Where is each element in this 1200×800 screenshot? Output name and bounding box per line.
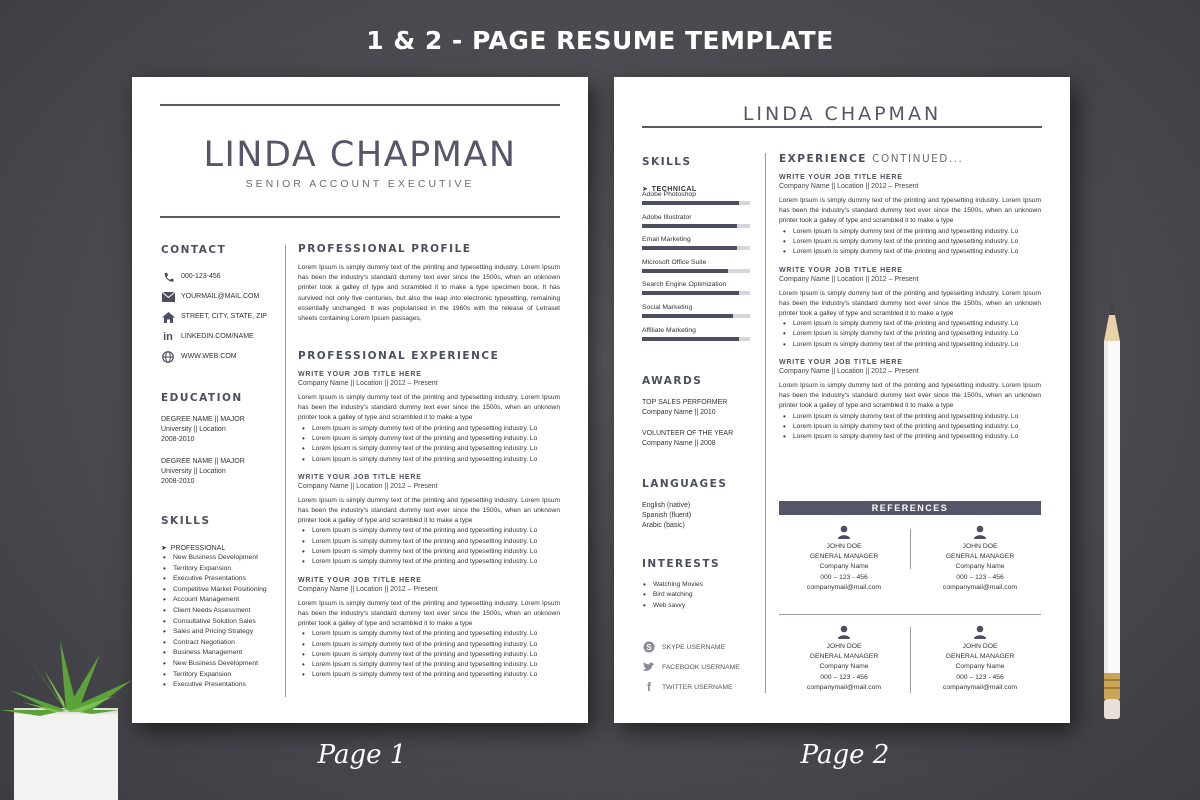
- job-bullets: [779, 227, 1041, 258]
- skills-sub-label: PROFESSIONAL: [170, 545, 226, 552]
- reference-card: [915, 525, 1045, 593]
- skill-bar: [642, 201, 750, 205]
- award-title: VOLUNTEER OF THE YEAR: [642, 430, 734, 437]
- reference-email: companymail@mail.com: [806, 683, 882, 691]
- education-entry: [161, 457, 281, 487]
- skills-heading: SKILLS: [161, 515, 211, 527]
- page-1-caption: Page 1: [317, 740, 407, 770]
- profile-text: Lorem Ipsum is simply dummy text of the printing and typesetting industry. Lorem Ipsum has been the industry's standard dummy text ever since the 1500s, when an unknown printer took a galley of type and scrambled it to make a type specimen book. It has survived not only five centuries, but also the leap into electronic typesetting, remaining essentially unchanged. It was popularised in the 1960s with the release of Letraset sheets containing Lorem Ipsum passages,: [298, 264, 560, 323]
- reference-role: GENERAL MANAGER: [809, 653, 879, 661]
- mail-icon: [161, 291, 175, 303]
- reference-card: [915, 625, 1045, 693]
- language-item: Spanish (fluent): [642, 512, 692, 519]
- job-description: Lorem Ipsum is simply dummy text of the printing and typesetting industry. Lorem Ipsum has been the industry's standard dummy text ever since the 1500s, when an unknown printer took a galley of type and scrambled it to make a type: [779, 197, 1041, 225]
- skills-heading: SKILLS: [642, 156, 692, 168]
- contact-text: STREET, CITY, STATE, ZIP: [181, 313, 267, 320]
- years: 2008-2010: [161, 478, 195, 485]
- degree: DEGREE NAME || MAJOR: [161, 458, 245, 465]
- skill-label: Social Marketing: [642, 303, 693, 311]
- references-divider-v: [910, 529, 911, 569]
- skill-bar-fill: [642, 314, 733, 318]
- job-bullet: • Lorem Ipsum is simply dummy text of the printing and typesetting industry. Lo: [779, 329, 1041, 339]
- reference-name: JOHN DOE: [826, 643, 862, 650]
- skill-item: • Business Management: [159, 648, 284, 659]
- social-text: FACEBOOK USERNAME: [662, 663, 740, 671]
- languages-heading: LANGUAGES: [642, 478, 728, 490]
- education-entry: [161, 415, 281, 445]
- school: University || Location: [161, 426, 226, 433]
- resume-subtitle: SENIOR ACCOUNT EXECUTIVE: [245, 178, 475, 190]
- skill-row: [642, 214, 754, 237]
- job-bullet: • Lorem Ipsum is simply dummy text of the printing and typesetting industry. Lo: [298, 537, 560, 547]
- skills-sub-label: TECHNICAL: [651, 186, 697, 193]
- job-bullets: [298, 526, 560, 567]
- contact-linkedin: [161, 327, 285, 347]
- contact-text: LINKEDIN.COM/NAME: [181, 333, 254, 340]
- skill-bar: [642, 291, 750, 295]
- svg-text:S: S: [646, 643, 652, 652]
- reference-card: [779, 625, 909, 693]
- award-title: TOP SALES PERFORMER: [642, 399, 728, 406]
- top-rule: [160, 104, 560, 106]
- job-company: Company Name || Location || 2012 – Present: [779, 368, 919, 375]
- skill-label: Microsoft Office Suite: [642, 258, 707, 266]
- job-entry: [298, 371, 560, 465]
- reference-phone: 000 – 123 - 456: [956, 673, 1004, 681]
- twitter-icon: [642, 661, 656, 673]
- social-facebook: [642, 657, 762, 677]
- skill-item: • Executive Presentations: [159, 574, 284, 585]
- contact-address: [161, 307, 285, 327]
- reference-email: companymail@mail.com: [806, 583, 882, 591]
- arrow-icon: ➤: [642, 186, 652, 193]
- interest-item: • Bird watching: [639, 590, 759, 600]
- reference-role: GENERAL MANAGER: [945, 553, 1015, 561]
- resume-page-2: [614, 77, 1070, 723]
- job-bullet: • Lorem Ipsum is simply dummy text of the printing and typesetting industry. Lo: [779, 227, 1041, 237]
- job-bullet: • Lorem Ipsum is simply dummy text of the printing and typesetting industry. Lo: [298, 660, 560, 670]
- pencil-image: [1101, 303, 1123, 723]
- job-bullet: • Lorem Ipsum is simply dummy text of the printing and typesetting industry. Lo: [298, 424, 560, 434]
- skill-label: Adobe Illustrator: [642, 213, 692, 221]
- job-bullet: • Lorem Ipsum is simply dummy text of the printing and typesetting industry. Lo: [298, 670, 560, 680]
- job-bullet: • Lorem Ipsum is simply dummy text of the printing and typesetting industry. Lo: [779, 422, 1041, 432]
- contact-list: [161, 267, 285, 367]
- school: University || Location: [161, 468, 226, 475]
- skype-icon: [642, 641, 656, 653]
- column-divider: [285, 245, 286, 697]
- reference-name: JOHN DOE: [962, 543, 998, 550]
- resume-page-1: [132, 77, 588, 723]
- skill-item: • Executive Presentations: [159, 680, 284, 691]
- interests-list: [639, 580, 759, 611]
- social-text: TWITTER USERNAME: [662, 683, 733, 691]
- skill-bar-fill: [642, 291, 739, 295]
- job-company: Company Name || Location || 2012 – Present: [298, 482, 438, 490]
- award-detail: Company Name || 2010: [642, 409, 716, 416]
- job-description: Lorem Ipsum is simply dummy text of the printing and typesetting industry. Lorem Ipsum has been the industry's standard dummy text ever since the 1500s, when an unknown printer took a galley of type and scrambled it to make a type: [779, 289, 1041, 317]
- reference-phone: 000 – 123 - 456: [820, 573, 868, 581]
- job-company: Company Name || Location || 2012 – Present: [298, 380, 438, 387]
- reference-company: Company Name: [955, 663, 1005, 671]
- language-item: English (native): [642, 502, 691, 509]
- person-icon: [779, 625, 909, 642]
- job-entry: [779, 359, 1041, 443]
- reference-role: GENERAL MANAGER: [945, 653, 1015, 661]
- column-divider: [765, 153, 766, 693]
- skill-row: [642, 191, 754, 214]
- language-item: Arabic (basic): [642, 522, 685, 529]
- reference-card: [779, 525, 909, 593]
- job-title: WRITE YOUR JOB TITLE HERE: [779, 174, 903, 181]
- header-rule: [160, 216, 560, 218]
- reference-name: JOHN DOE: [962, 643, 998, 650]
- job-company: Company Name || Location || 2012 – Present: [298, 585, 438, 593]
- skill-item: • Consultative Solution Sales: [159, 617, 284, 628]
- job-title: WRITE YOUR JOB TITLE HERE: [779, 359, 903, 366]
- skill-bar: [642, 269, 750, 273]
- skill-item: • Account Management: [159, 595, 284, 606]
- skill-item: • Client Needs Assessment: [159, 606, 284, 617]
- job-bullet: • Lorem Ipsum is simply dummy text of the printing and typesetting industry. Lo: [779, 432, 1041, 442]
- job-title: WRITE YOUR JOB TITLE HERE: [779, 266, 903, 274]
- references-heading: REFERENCES: [779, 501, 1041, 515]
- job-bullet: • Lorem Ipsum is simply dummy text of the printing and typesetting industry. Lo: [779, 237, 1041, 247]
- job-bullet: • Lorem Ipsum is simply dummy text of the printing and typesetting industry. Lo: [779, 340, 1041, 350]
- skill-bar-fill: [642, 337, 739, 341]
- globe-icon: [161, 351, 175, 363]
- job-company: Company Name || Location || 2012 – Present: [779, 183, 919, 190]
- skill-label: Affiliate Marketing: [642, 326, 696, 334]
- reference-role: GENERAL MANAGER: [809, 553, 879, 561]
- person-icon: [779, 525, 909, 542]
- job-description: Lorem Ipsum is simply dummy text of the printing and typesetting industry. Lorem Ipsum has been the industry's standard dummy text ever since the 1500s, when an unknown printer took a galley of type and scrambled it to make a type: [298, 394, 560, 422]
- experience-heading-rest: CONTINUED...: [872, 153, 964, 165]
- reference-phone: 000 – 123 - 456: [956, 573, 1004, 581]
- skill-row: [642, 304, 754, 327]
- interest-item: • Watching Movies: [639, 580, 759, 590]
- contact-text: WWW.WEB.COM: [181, 353, 237, 360]
- skill-item: • Competitive Market Positioning: [159, 585, 284, 596]
- skill-bar: [642, 337, 750, 341]
- social-skype: [642, 637, 762, 657]
- job-bullet: • Lorem Ipsum is simply dummy text of the printing and typesetting industry. Lo: [298, 455, 560, 465]
- reference-phone: 000 – 123 - 456: [820, 673, 868, 681]
- linkedin-icon: in: [163, 331, 173, 343]
- references-divider-v: [910, 627, 911, 693]
- references-divider-h: [779, 614, 1041, 615]
- skill-bar-fill: [642, 269, 728, 273]
- skills-list: [159, 553, 284, 691]
- skill-item: • New Business Development: [159, 659, 284, 670]
- banner-title: 1 & 2 - PAGE RESUME TEMPLATE: [366, 26, 834, 55]
- page-2-caption: Page 2: [800, 740, 890, 770]
- job-bullet: • Lorem Ipsum is simply dummy text of the printing and typesetting industry. Lo: [298, 640, 560, 650]
- skill-bar: [642, 246, 750, 250]
- years: 2008-2010: [161, 436, 195, 443]
- job-entry: [298, 577, 560, 681]
- job-title: WRITE YOUR JOB TITLE HERE: [298, 371, 422, 378]
- contact-text: 000-123-456: [181, 273, 221, 280]
- job-bullet: • Lorem Ipsum is simply dummy text of the printing and typesetting industry. Lo: [779, 412, 1041, 422]
- award-entry: [642, 429, 762, 449]
- skill-item: • New Business Development: [159, 553, 284, 564]
- social-twitter: [642, 677, 762, 697]
- contact-phone: [161, 267, 285, 287]
- resume-name: LINDA CHAPMAN: [742, 103, 942, 125]
- skill-row: [642, 281, 754, 304]
- person-icon: [915, 625, 1045, 642]
- degree: DEGREE NAME || MAJOR: [161, 416, 245, 423]
- reference-name: JOHN DOE: [826, 543, 862, 550]
- skill-bar: [642, 224, 750, 228]
- languages-list: [642, 501, 762, 531]
- skill-bar: [642, 314, 750, 318]
- experience-heading: PROFESSIONAL EXPERIENCE: [298, 350, 500, 362]
- social-text: SKYPE USERNAME: [662, 643, 726, 651]
- job-bullet: • Lorem Ipsum is simply dummy text of the printing and typesetting industry. Lo: [298, 557, 560, 567]
- facebook-icon: f: [647, 680, 651, 694]
- job-bullet: • Lorem Ipsum is simply dummy text of the printing and typesetting industry. Lo: [298, 547, 560, 557]
- award-entry: [642, 398, 762, 418]
- phone-icon: [161, 271, 175, 283]
- job-description: Lorem Ipsum is simply dummy text of the printing and typesetting industry. Lorem Ipsum has been the industry's standard dummy text ever since the 1500s, when an unknown printer took a galley of type and scrambled it to make a type: [779, 382, 1041, 410]
- job-bullet: • Lorem Ipsum is simply dummy text of the printing and typesetting industry. Lo: [298, 444, 560, 454]
- job-bullet: • Lorem Ipsum is simply dummy text of the printing and typesetting industry. Lo: [779, 319, 1041, 329]
- skill-bar-fill: [642, 224, 737, 228]
- reference-email: companymail@mail.com: [942, 683, 1018, 691]
- reference-company: Company Name: [819, 563, 869, 571]
- arrow-icon: ➤: [161, 545, 171, 552]
- interest-item: • Web savvy: [639, 601, 759, 611]
- contact-website: [161, 347, 285, 367]
- skill-bars: [642, 191, 754, 349]
- skill-item: • Sales and Pricing Strategy: [159, 627, 284, 638]
- job-bullet: • Lorem Ipsum is simply dummy text of the printing and typesetting industry. Lo: [298, 434, 560, 444]
- skill-item: • Territory Expansion: [159, 564, 284, 575]
- job-bullet: • Lorem Ipsum is simply dummy text of the printing and typesetting industry. Lo: [779, 247, 1041, 257]
- job-bullets: [298, 629, 560, 680]
- plant-image: [0, 640, 150, 800]
- experience-heading-bold: EXPERIENCE: [779, 153, 867, 165]
- resume-name: LINDA CHAPMAN: [203, 135, 517, 175]
- skill-item: • Territory Expansion: [159, 670, 284, 681]
- skill-row: [642, 259, 754, 282]
- job-bullets: [779, 412, 1041, 443]
- job-bullet: • Lorem Ipsum is simply dummy text of the printing and typesetting industry. Lo: [298, 526, 560, 536]
- skill-label: Email Marketing: [642, 236, 691, 244]
- experience-list: [779, 174, 1041, 452]
- job-entry: [298, 474, 560, 568]
- skill-row: [642, 236, 754, 259]
- skill-item: • Contract Negotiation: [159, 638, 284, 649]
- job-title: WRITE YOUR JOB TITLE HERE: [298, 473, 422, 481]
- award-detail: Company Name || 2008: [642, 440, 716, 447]
- contact-email: [161, 287, 285, 307]
- skill-label: Search Engine Optimization: [642, 281, 727, 289]
- skill-label: Adobe Photoshop: [642, 191, 697, 198]
- skill-bar-fill: [642, 246, 737, 250]
- education-heading: EDUCATION: [161, 392, 243, 404]
- interests-heading: INTERESTS: [642, 558, 721, 570]
- job-entry: [779, 174, 1041, 258]
- awards-heading: AWARDS: [642, 375, 703, 387]
- contact-heading: CONTACT: [161, 244, 227, 256]
- job-bullets: [779, 319, 1041, 350]
- contact-text: YOURMAIL@MAIL.COM: [181, 293, 260, 300]
- reference-email: companymail@mail.com: [942, 583, 1018, 591]
- home-icon: [161, 311, 175, 323]
- profile-heading: PROFESSIONAL PROFILE: [298, 243, 472, 255]
- job-bullet: • Lorem Ipsum is simply dummy text of the printing and typesetting industry. Lo: [298, 629, 560, 639]
- experience-list: [298, 371, 560, 690]
- experience-heading: [779, 153, 963, 165]
- skill-bar-fill: [642, 201, 739, 205]
- job-bullets: [298, 424, 560, 465]
- reference-company: Company Name: [955, 563, 1005, 571]
- skill-row: [642, 327, 754, 350]
- header-rule: [642, 126, 1042, 128]
- person-icon: [915, 525, 1045, 542]
- job-bullet: • Lorem Ipsum is simply dummy text of the printing and typesetting industry. Lo: [298, 650, 560, 660]
- job-entry: [779, 267, 1041, 351]
- job-company: Company Name || Location || 2012 – Present: [779, 275, 919, 283]
- reference-company: Company Name: [819, 663, 869, 671]
- job-description: Lorem Ipsum is simply dummy text of the printing and typesetting industry. Lorem Ipsum has been the industry's standard dummy text ever since the 1500s, when an unknown printer took a galley of type and scrambled it to make a type: [298, 599, 560, 627]
- job-description: Lorem Ipsum is simply dummy text of the printing and typesetting industry. Lorem Ipsum has been the industry's standard dummy text ever since the 1500s, when an unknown printer took a galley of type and scrambled it to make a type: [298, 496, 560, 525]
- job-title: WRITE YOUR JOB TITLE HERE: [298, 576, 422, 584]
- social-list: [642, 637, 762, 697]
